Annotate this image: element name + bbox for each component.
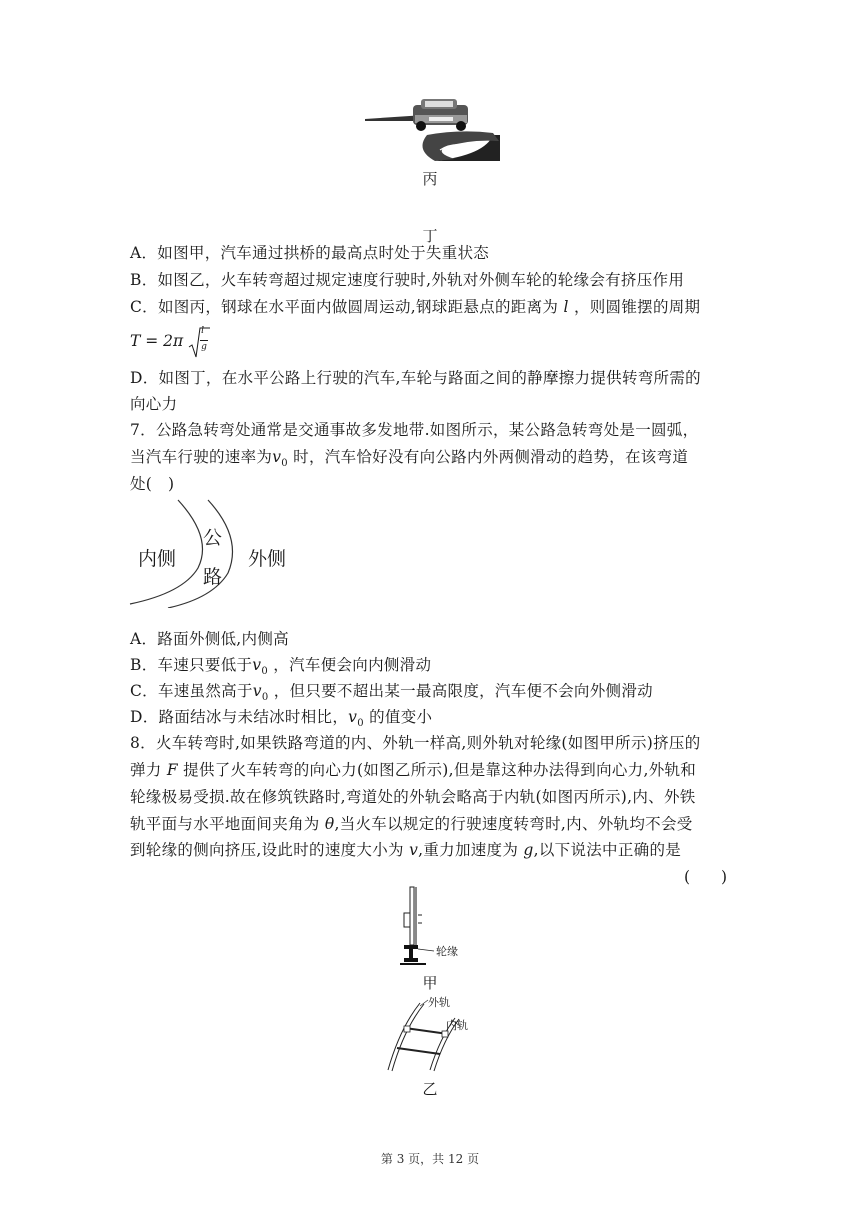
q8-figure-jia-label: 轮缘 (436, 945, 458, 958)
formula-denominator: g (201, 342, 207, 352)
v0-subscript: 0 (357, 718, 364, 730)
q8-line4-text: 轨平面与水平地面间夹角为 (130, 815, 320, 833)
q7-option-c-text: C．车速虽然高于 (130, 682, 253, 700)
q7-option-c-text-2: ，但只要不超出某一最高限度，汽车便不会向外侧滑动 (273, 682, 653, 700)
sqrt-symbol (188, 327, 208, 357)
q7-option-c (130, 681, 653, 708)
q7-option-b-text-2: ，汽车便会向内侧滑动 (273, 656, 432, 674)
v0-symbol: v (348, 708, 358, 726)
v0-subscript: 0 (281, 458, 288, 470)
q6-option-c-var-l: l (563, 298, 569, 316)
q7-stem-line2 (130, 447, 688, 474)
q8-line5-text: 到轮缘的侧向挤压,设此时的速度大小为 (130, 841, 404, 859)
page-footer: 第 3 页，共 12 页 (380, 1152, 480, 1166)
q7-option-a: A．路面外侧低,内侧高 (130, 630, 289, 648)
q7-option-d (130, 707, 432, 734)
q8-figure-yi-outer-label: 外轨 (428, 996, 450, 1009)
q8-line5 (130, 840, 681, 860)
q8-line2-text-2: 提供了火车转弯的向心力(如图乙所示),但是靠这种办法得到向心力,外轨和 (183, 761, 697, 779)
q7-option-d-text: D．路面结冰与未结冰时相比， (130, 708, 349, 726)
g-symbol: g (523, 841, 534, 859)
q8-line4-text-2: ,当火车以规定的行驶速度转弯时,内、外轨均不会受 (334, 815, 693, 833)
q8-figure-yi-inner-label: 内轨 (446, 1019, 468, 1032)
formula-T: T (130, 332, 141, 350)
figure-bing-car-image (365, 95, 500, 165)
q8-line2 (130, 760, 696, 780)
q7-option-b (130, 655, 431, 682)
figure-ding-caption: 丁 (422, 227, 438, 245)
q6-option-a: A．如图甲，汽车通过拱桥的最高点时处于失重状态 (130, 244, 490, 262)
q6-option-c-formula (130, 327, 208, 359)
q8-figure-yi-caption: 乙 (422, 1080, 438, 1098)
q7-label-outer: 外侧 (248, 548, 287, 570)
q7-label-road-2: 路 (203, 566, 223, 588)
q6-option-d-line1: D．如图丁，在水平公路上行驶的汽车,车轮与路面之间的静摩擦力提供转弯所需的 (130, 369, 701, 387)
q6-option-c-text-1: C．如图丙，钢球在水平面内做圆周运动,钢球距悬点的距离为 (130, 298, 559, 316)
q6-option-c-text-2: ，则圆锥摆的周期 (573, 298, 701, 316)
q8-figure-jia-caption: 甲 (422, 974, 438, 992)
v-symbol: v (409, 841, 419, 859)
q7-stem-line1: 7．公路急转弯处通常是交通事故多发地带.如图所示，某公路急转弯处是一圆弧， (130, 421, 699, 439)
q8-line2-text: 弹力 (130, 761, 162, 779)
q7-stem-text: 当汽车行驶的速率为 (130, 448, 273, 466)
q7-option-b-text: B．车速只要低于 (130, 656, 253, 674)
figure-bing-caption: 丙 (422, 170, 438, 188)
q7-option-d-text-2: 的值变小 (363, 708, 433, 726)
formula-2pi: = 2π (140, 332, 184, 350)
q8-line5-text-3: ,以下说法中正确的是 (533, 841, 682, 859)
q7-stem-line3: 处( ) (130, 475, 175, 493)
q8-answer-bracket: ( ) (684, 868, 728, 886)
q6-option-b: B．如图乙，火车转弯超过规定速度行驶时,外轨对外侧车轮的轮缘会有挤压作用 (130, 271, 685, 289)
q6-option-d-line2: 向心力 (130, 395, 178, 413)
formula-numerator: l (201, 326, 205, 336)
v0-subscript: 0 (261, 666, 269, 678)
theta-symbol: θ (324, 815, 335, 833)
q7-label-road-1: 公 (203, 527, 223, 549)
q7-label-inner: 内侧 (138, 548, 177, 570)
q6-option-c (130, 297, 700, 317)
v0-symbol: v (252, 682, 262, 700)
q8-line1: 8．火车转弯时,如果铁路弯道的内、外轨一样高,则外轨对轮缘(如图甲所示)挤压的 (130, 734, 701, 752)
q8-line3: 轮缘极易受损.故在修筑铁路时,弯道处的外轨会略高于内轨(如图丙所示),内、外铁 (130, 788, 696, 806)
q8-line4 (130, 814, 693, 834)
q8-figure-jia-rail (400, 885, 440, 967)
v0-symbol: v (272, 448, 282, 466)
v0-symbol: v (252, 656, 262, 674)
q8-line5-text-2: ,重力加速度为 (418, 841, 519, 859)
v0-subscript: 0 (261, 692, 269, 704)
force-F: F (166, 761, 178, 779)
q7-stem-text-2: 时，汽车恰好没有向公路内外两侧滑动的趋势，在该弯道 (287, 448, 689, 466)
